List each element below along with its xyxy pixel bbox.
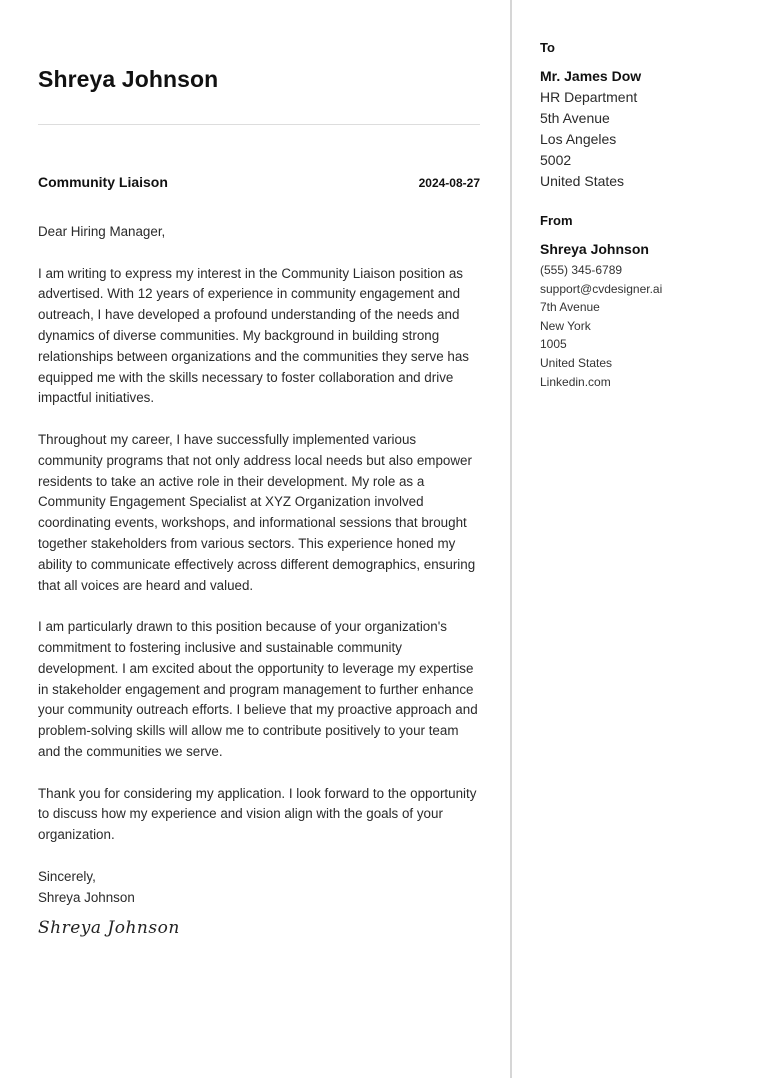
letter-body bbox=[38, 222, 483, 939]
job-title: Community Liaison bbox=[38, 174, 168, 190]
body-paragraph-2: Throughout my career, I have successfully implemented various community programs that not only address local needs but also empower residents to take an active role in their development. My role as a Community Engagement Specialist at XYZ Organization involved coordinating events, workshops, and informational sessions that brought together stakeholders from various sectors. This experience honed my ability to communicate effectively across different demographics, ensuring that all voices are heard and valued. bbox=[38, 431, 476, 593]
sender-email: support@cvdesigner.ai bbox=[540, 281, 663, 296]
sender-name: Shreya Johnson bbox=[540, 241, 649, 257]
closing: Sincerely, bbox=[38, 868, 96, 884]
job-title-row bbox=[38, 174, 480, 190]
sender-phone: (555) 345-6789 bbox=[540, 263, 623, 277]
sender-country: United States bbox=[540, 355, 613, 370]
sender-city: New York bbox=[540, 318, 591, 333]
recipient-line: United States bbox=[540, 173, 625, 189]
body-paragraph-3: I am particularly drawn to this position because of your organization's commitment to fostering inclusive and sustainable community development. I am excited about the opportunity to leverage my expertise in stakeholder engagement and program management to further enhance your community outreach efforts. I believe that my proactive approach and problem-solving skills will allow me to contribute positively to your team and the communities we serve. bbox=[38, 619, 478, 759]
recipient-line: HR Department bbox=[540, 89, 638, 105]
recipient-address bbox=[540, 66, 760, 192]
body-paragraph-4: Thank you for considering my application. I look forward to the opportunity to discuss how my experience and vision align with the goals of your organization. bbox=[38, 785, 477, 843]
recipient-line: 5002 bbox=[540, 152, 572, 168]
recipient-line: Los Angeles bbox=[540, 131, 617, 147]
sender-linkedin: Linkedin.com bbox=[540, 374, 611, 389]
greeting: Dear Hiring Manager, bbox=[38, 224, 166, 239]
handwritten-signature: Shreya Johnson bbox=[38, 918, 180, 939]
to-heading: To bbox=[540, 40, 555, 55]
body-paragraph-1: I am writing to express my interest in the Community Liaison position as advertised. With 12 years of experience in community engagement and outreach, I have developed a profound understanding of the needs and dynamics of diverse communities. My background in building strong relationships between organizations and the communities they serve has equipped me with the skills necessary to foster collaboration and drive impactful initiatives. bbox=[38, 265, 469, 406]
sender-postcode: 1005 bbox=[540, 337, 567, 352]
address-sidebar bbox=[512, 0, 768, 1078]
sender-contact bbox=[540, 239, 760, 391]
closing-name: Shreya Johnson bbox=[38, 889, 135, 905]
recipient-line: 5th Avenue bbox=[540, 110, 610, 126]
sender-street: 7th Avenue bbox=[540, 300, 600, 315]
letter-date: 2024-08-27 bbox=[418, 176, 480, 190]
recipient-name: Mr. James Dow bbox=[540, 68, 642, 84]
header-divider bbox=[38, 124, 480, 125]
from-heading: From bbox=[540, 213, 573, 228]
sender-name-heading: Shreya Johnson bbox=[38, 66, 219, 92]
